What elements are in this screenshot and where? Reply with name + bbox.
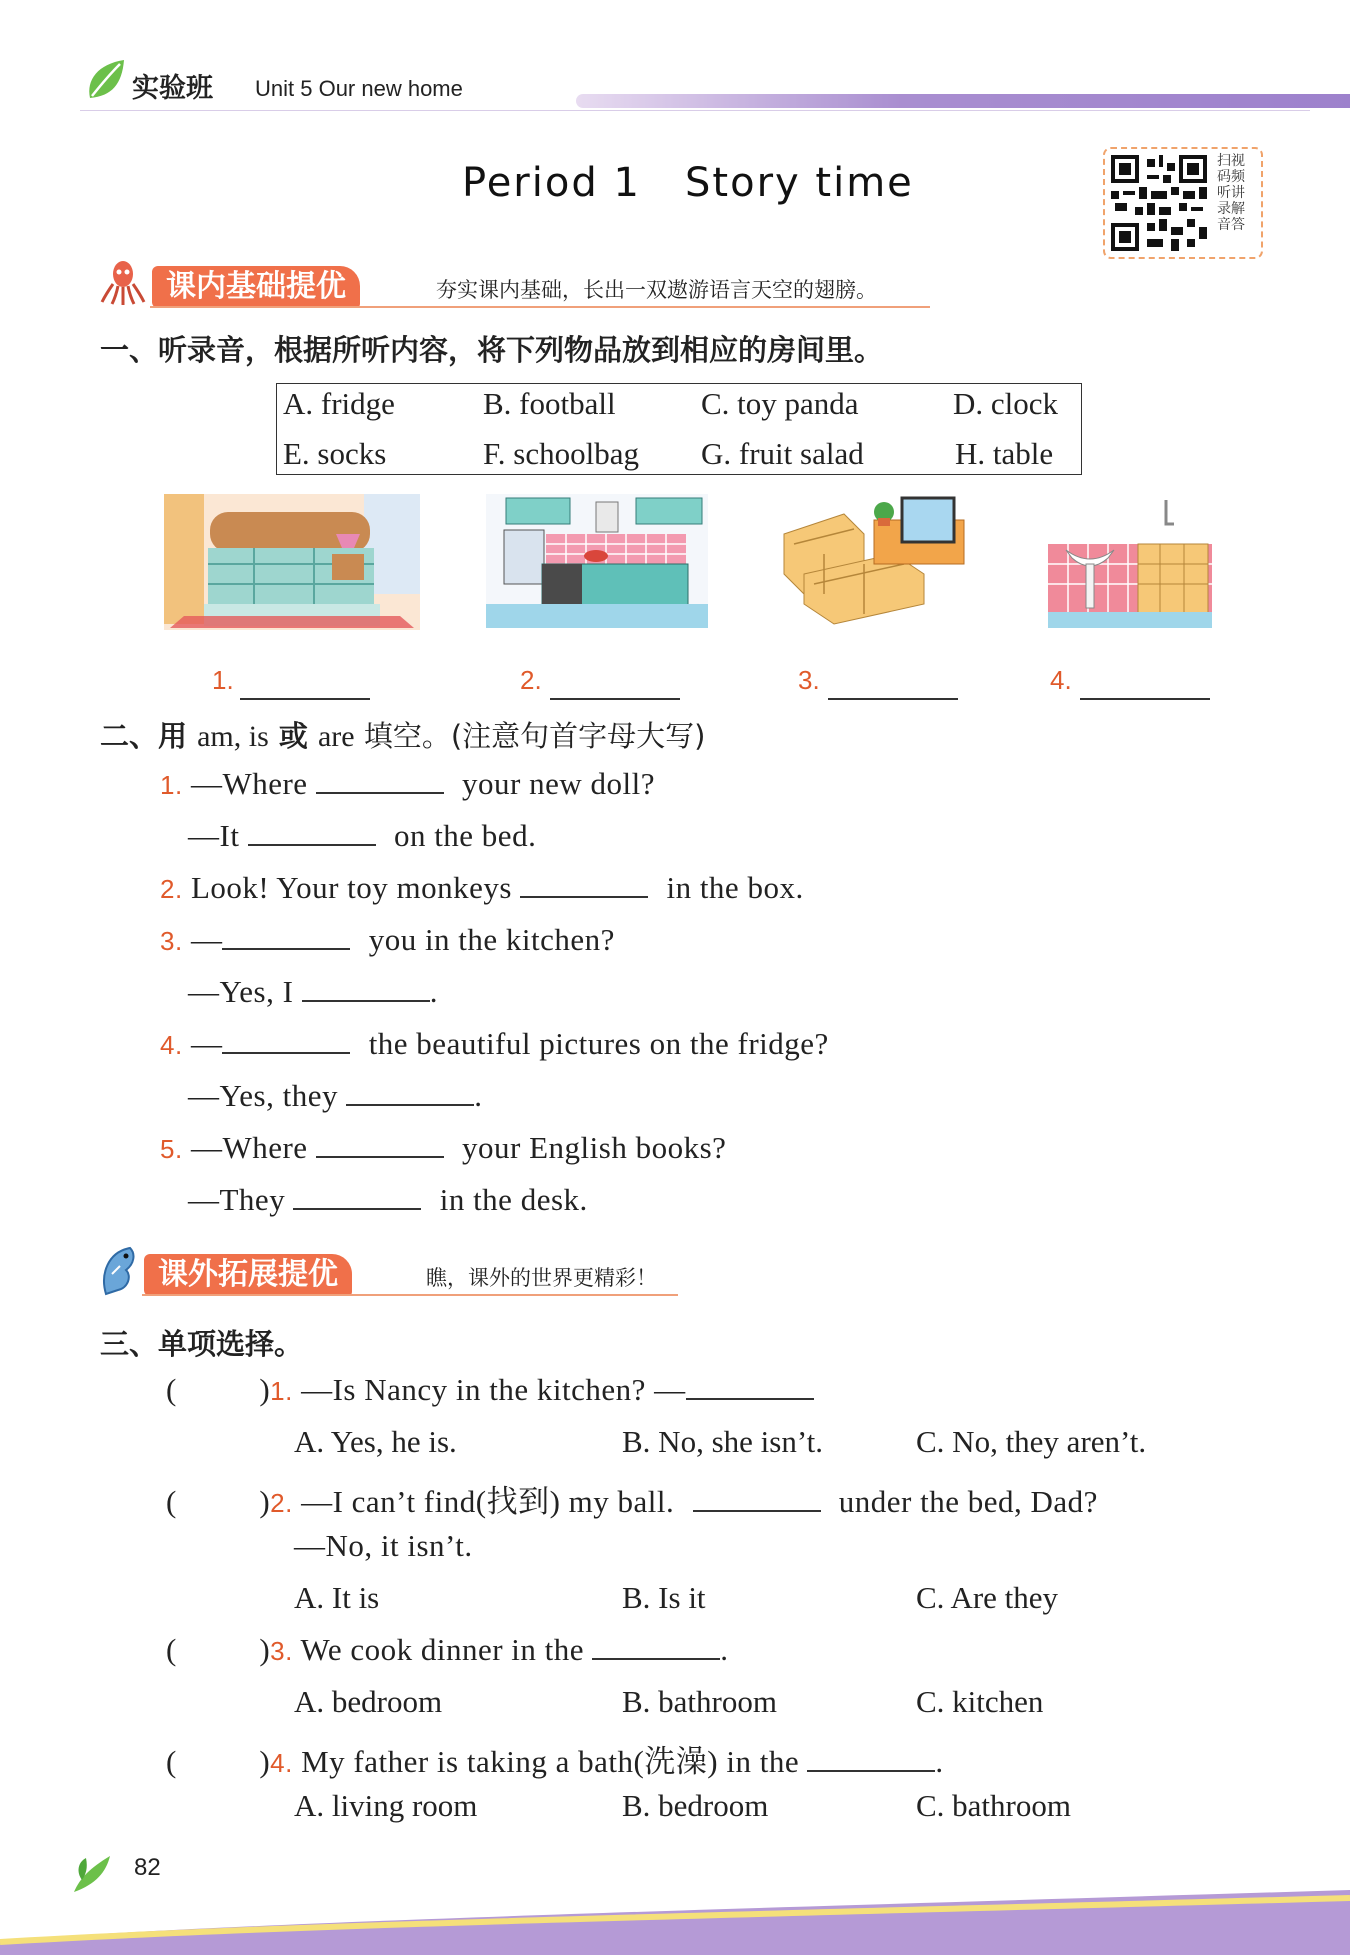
question-number: 4.: [160, 1030, 183, 1060]
fill-q5a: [160, 1130, 726, 1166]
fill-q1a: [160, 766, 655, 802]
question-text: the beautiful pictures on the fridge?: [368, 1026, 829, 1061]
fill-q5b: [188, 1182, 588, 1218]
dolphin-mascot-icon: [96, 1244, 142, 1300]
qr-box: [1103, 147, 1263, 259]
answer-blank[interactable]: [240, 697, 370, 700]
leaf-sprout-icon: [70, 1848, 118, 1894]
unit-label: Unit 5 Our new home: [255, 76, 463, 101]
banner-extension: 课外拓展提优: [144, 1254, 352, 1296]
fill-blank[interactable]: [293, 1207, 421, 1210]
bathroom-illustration: [1048, 494, 1212, 628]
fill-blank[interactable]: [592, 1657, 720, 1660]
fill-blank[interactable]: [222, 947, 350, 950]
option-c[interactable]: C. kitchen: [916, 1684, 1044, 1719]
question-number: 2.: [160, 874, 183, 904]
qr-caption-line: 音答: [1217, 217, 1245, 233]
option-c[interactable]: C. Are they: [916, 1580, 1059, 1615]
question-text: —Where: [190, 766, 308, 801]
question-text: .: [720, 1632, 729, 1667]
question-text: —Yes, they: [188, 1078, 338, 1113]
fill-q4b: [188, 1078, 482, 1114]
answer-paren[interactable]: ( ): [166, 1484, 271, 1519]
fill-blank[interactable]: [316, 791, 444, 794]
word-bank-option: F. schoolbag: [483, 436, 639, 471]
choice-q4: [166, 1736, 944, 1781]
fill-blank[interactable]: [686, 1397, 814, 1400]
leaf-logo-icon: [84, 58, 128, 104]
option-c[interactable]: C. bathroom: [916, 1788, 1071, 1823]
question-text: on the bed.: [393, 818, 537, 853]
word-bank-box: [276, 383, 1082, 475]
question-text: —It: [188, 818, 240, 853]
page-number: 82: [134, 1854, 161, 1881]
question-number: 2.: [270, 1488, 293, 1518]
word-bank-option: G. fruit salad: [701, 436, 864, 471]
fill-blank[interactable]: [693, 1509, 821, 1512]
fill-q3b: [188, 974, 438, 1010]
section2-heading-part: are: [317, 720, 355, 753]
section2-heading: [100, 714, 705, 755]
word-bank-option: D. clock: [953, 386, 1059, 421]
squid-mascot-icon: [98, 258, 148, 308]
question-text: —I can’t find(找到) my ball.: [301, 1484, 675, 1519]
header-rule: [80, 110, 1310, 111]
qr-caption-line: 录解: [1217, 201, 1245, 217]
answer-number: 3.: [798, 665, 820, 695]
living-room-illustration: [774, 494, 978, 628]
option-b[interactable]: B. No, she isn’t.: [622, 1424, 823, 1459]
fill-blank[interactable]: [520, 895, 648, 898]
banner-in-class: 课内基础提优: [152, 266, 360, 308]
question-text: you in the kitchen?: [368, 922, 615, 957]
page-title: Period 1 Story time: [462, 160, 914, 206]
option-b[interactable]: B. bedroom: [622, 1788, 769, 1823]
choice-q1: [166, 1372, 814, 1408]
question-number: 1.: [270, 1376, 293, 1406]
word-bank-option: E. socks: [283, 436, 387, 471]
question-text: your new doll?: [462, 766, 656, 801]
answer-paren[interactable]: ( ): [166, 1372, 271, 1407]
header: [80, 58, 1310, 116]
question-text: We cook dinner in the: [300, 1632, 585, 1667]
word-bank-option: A. fridge: [283, 386, 395, 421]
question-number: 3.: [160, 926, 183, 956]
header-purple-bar: [576, 94, 1350, 108]
question-number: 5.: [160, 1134, 183, 1164]
answer-paren[interactable]: ( ): [166, 1744, 271, 1779]
fill-blank[interactable]: [346, 1103, 474, 1106]
section2-heading-part: 二、用: [100, 719, 198, 753]
qr-caption-line: 码频: [1217, 169, 1245, 185]
answer-paren[interactable]: ( ): [166, 1632, 271, 1667]
question-text: .: [429, 974, 438, 1009]
question-text: My father is taking a bath(洗澡) in the: [301, 1744, 800, 1779]
option-c[interactable]: C. No, they aren’t.: [916, 1424, 1147, 1459]
question-text: in the box.: [666, 870, 804, 905]
answer-blank-row: [0, 665, 1350, 705]
section2-heading-part: am, is: [197, 720, 269, 753]
answer-blank[interactable]: [828, 697, 958, 700]
fill-q2: [160, 870, 804, 906]
section2-heading-part: 或: [268, 719, 318, 753]
question-text: —: [190, 922, 223, 957]
banner-extension-rule: [142, 1294, 678, 1296]
fill-blank[interactable]: [248, 843, 376, 846]
question-text: .: [474, 1078, 483, 1113]
question-text: your English books?: [462, 1130, 727, 1165]
section2-heading-part: 填空。(注意句首字母大写): [354, 719, 706, 753]
question-text: —Is Nancy in the kitchen? —: [301, 1372, 686, 1407]
option-a[interactable]: A. It is: [294, 1580, 380, 1615]
option-a[interactable]: A. bedroom: [294, 1684, 443, 1719]
qr-caption-line: 扫视: [1217, 153, 1245, 169]
choice-q2-reply: —No, it isn’t.: [294, 1528, 473, 1563]
question-text: Look! Your toy monkeys: [190, 870, 512, 905]
fill-blank[interactable]: [316, 1155, 444, 1158]
question-number: 3.: [270, 1636, 293, 1666]
question-text: —They: [188, 1182, 286, 1217]
option-b[interactable]: B. bathroom: [622, 1684, 777, 1719]
answer-number: 1.: [212, 665, 234, 695]
fill-q1b: [188, 818, 536, 854]
fill-blank[interactable]: [222, 1051, 350, 1054]
question-text: in the desk.: [439, 1182, 588, 1217]
question-text: —Where: [190, 1130, 308, 1165]
qr-code-icon[interactable]: [1111, 155, 1207, 251]
option-a[interactable]: A. living room: [294, 1788, 478, 1823]
banner-in-class-note: 夯实课内基础，长出一双遨游语言天空的翅膀。: [436, 278, 877, 302]
brand-label: 实验班: [132, 73, 213, 104]
fill-q3a: [160, 922, 615, 958]
word-bank-option: H. table: [955, 436, 1054, 471]
question-text: —: [190, 1026, 223, 1061]
footer-wave-decoration: [0, 1880, 1350, 1955]
answer-number: 4.: [1050, 665, 1072, 695]
answer-blank[interactable]: [1080, 697, 1210, 700]
choice-q2: [166, 1476, 1098, 1521]
section3-heading: 三、单项选择。: [100, 1327, 304, 1361]
option-a[interactable]: A. Yes, he is.: [294, 1424, 457, 1459]
banner-extension-note: 瞧，课外的世界更精彩！: [426, 1266, 657, 1290]
word-bank-option: C. toy panda: [701, 386, 859, 421]
fill-blank[interactable]: [807, 1769, 935, 1772]
option-b[interactable]: B. Is it: [622, 1580, 706, 1615]
fill-blank[interactable]: [302, 999, 430, 1002]
qr-caption: [1217, 153, 1257, 233]
section1-heading: 一、听录音，根据所听内容，将下列物品放到相应的房间里。: [100, 333, 884, 367]
kitchen-illustration: [486, 494, 708, 628]
answer-blank[interactable]: [550, 697, 680, 700]
answer-number: 2.: [520, 665, 542, 695]
question-text: .: [935, 1744, 944, 1779]
question-text: —Yes, I: [188, 974, 294, 1009]
fill-q4a: [160, 1026, 829, 1062]
word-bank-option: B. football: [483, 386, 616, 421]
banner-in-class-rule: [150, 306, 930, 308]
question-text: under the bed, Dad?: [838, 1484, 1098, 1519]
qr-caption-line: 听讲: [1217, 185, 1245, 201]
question-number: 4.: [270, 1748, 293, 1778]
question-number: 1.: [160, 770, 183, 800]
choice-q3: [166, 1632, 729, 1668]
bedroom-illustration: [164, 494, 420, 630]
